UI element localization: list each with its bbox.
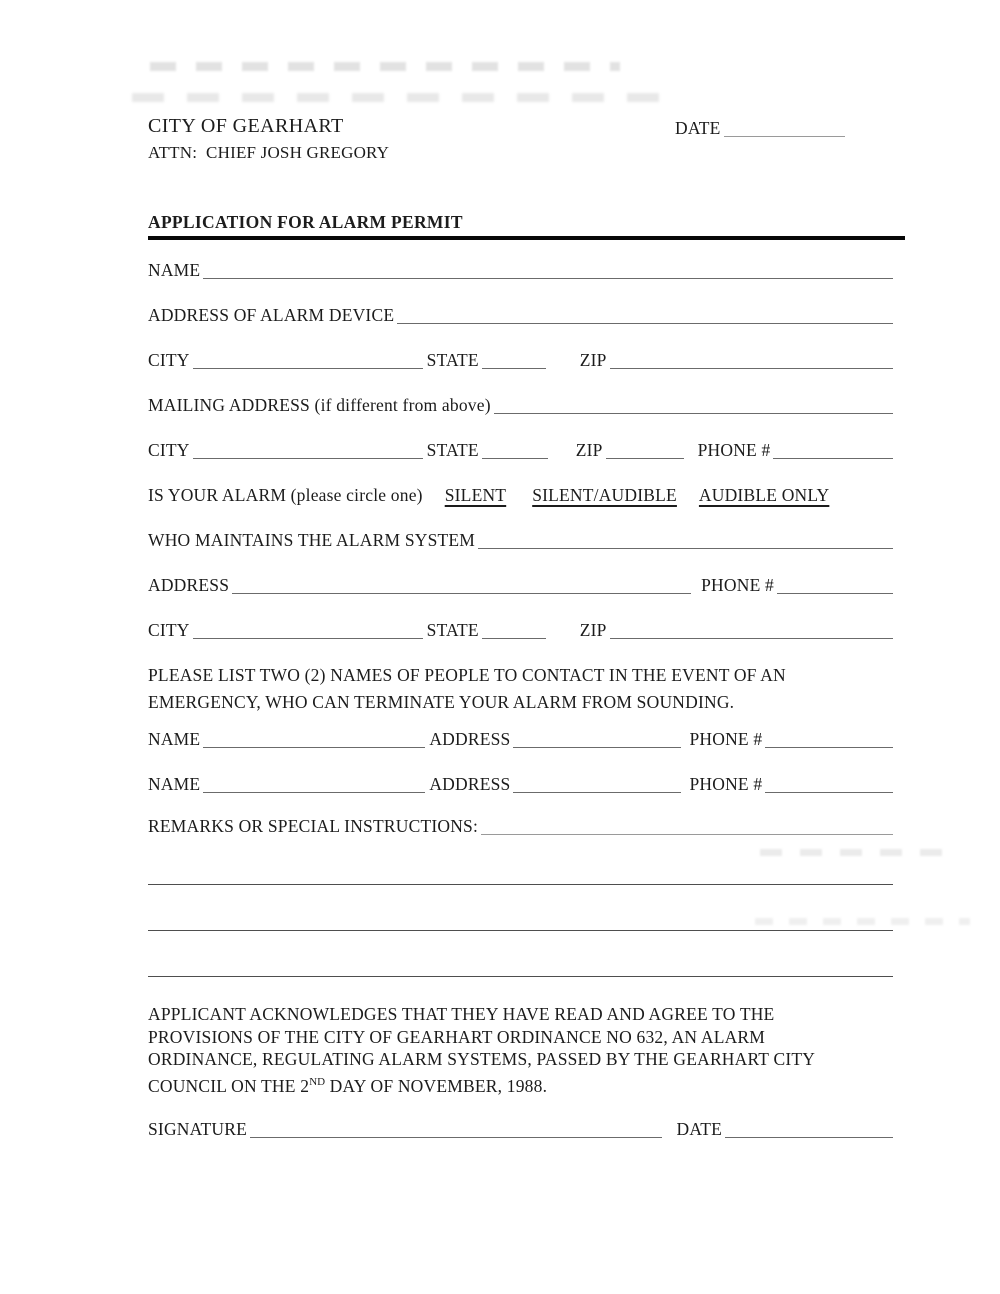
contact1-name-fill-line (203, 746, 425, 748)
contact1-address-fill-line (513, 746, 681, 748)
remarks-blank-line-3 (148, 976, 893, 977)
form-title-rule (148, 211, 905, 240)
remarks-row (148, 816, 893, 837)
zip-label: ZIP (579, 620, 607, 640)
signature-fill-line (250, 1136, 662, 1138)
form-title: APPLICATION FOR ALARM PERMIT (148, 212, 463, 232)
contact2-name-fill-line (203, 791, 425, 793)
acknowledgment-line-1: APPLICANT ACKNOWLEDGES THAT THEY HAVE READ AND AGREE TO THE (148, 1004, 775, 1024)
zip-fill-line (610, 367, 893, 369)
name-row (148, 260, 893, 281)
emergency-contact-2-row (148, 774, 893, 795)
alarm-type-row (148, 485, 893, 506)
state-label: STATE (426, 620, 479, 640)
acknowledgment-line-4 (148, 1071, 893, 1097)
header-date-field (675, 117, 845, 139)
contact2-address-fill-line (513, 791, 681, 793)
name-label: NAME (148, 774, 201, 794)
address-label: ADDRESS (429, 729, 511, 749)
scan-artifact (150, 62, 620, 71)
acknowledgment-line-3: ORDINANCE, REGULATING ALARM SYSTEMS, PASSED BY THE GEARHART CITY (148, 1049, 816, 1069)
zip-fill-line (606, 457, 684, 459)
organization-name: CITY OF GEARHART (148, 115, 344, 137)
alarm-maintainer-fill-line (478, 547, 893, 549)
maintainer-city-state-zip-row (148, 620, 893, 641)
date-fill-line (724, 135, 845, 137)
mailing-address-label: MAILING ADDRESS (if different from above) (148, 395, 491, 415)
scan-artifact (760, 849, 960, 856)
phone-label: PHONE # (689, 774, 763, 794)
city-fill-line (193, 637, 423, 639)
state-fill-line (482, 367, 546, 369)
phone-label: PHONE # (701, 575, 774, 595)
form-header (148, 114, 845, 139)
state-fill-line (482, 637, 546, 639)
contact1-phone-fill-line (765, 746, 893, 748)
option-audible-only: AUDIBLE ONLY (698, 485, 830, 505)
mailing-address-row (148, 395, 893, 416)
mailing-address-fill-line (494, 412, 893, 414)
zip-fill-line (610, 637, 893, 639)
contact2-phone-fill-line (765, 791, 893, 793)
mailing-city-state-zip-phone-row (148, 440, 893, 461)
attention-line: ATTN: CHIEF JOSH GREGORY (148, 143, 390, 162)
emergency-contact-instructions (148, 662, 893, 716)
signature-date-fill-line (725, 1136, 893, 1138)
alarm-device-address-label: ADDRESS OF ALARM DEVICE (148, 305, 395, 325)
maintainer-phone-fill-line (777, 592, 893, 594)
acknowledgment-line-4-text: DAY OF NOVEMBER, 1988. (325, 1075, 548, 1096)
signature-row (148, 1119, 893, 1140)
city-label: CITY (148, 440, 190, 460)
date-label: DATE (676, 1118, 722, 1139)
zip-label: ZIP (575, 440, 603, 460)
scan-artifact (132, 93, 672, 102)
city-fill-line (193, 457, 423, 459)
alarm-device-address-fill-line (397, 322, 893, 324)
city-label: CITY (148, 350, 190, 370)
scan-artifact (755, 918, 970, 925)
alarm-device-address-row (148, 305, 893, 326)
state-label: STATE (426, 350, 479, 370)
alarm-maintainer-row (148, 530, 893, 551)
remarks-blank-line-2 (148, 930, 893, 931)
acknowledgment-line-4-text: COUNCIL ON THE 2 (148, 1075, 310, 1096)
acknowledgment-paragraph (148, 1003, 893, 1097)
name-label: NAME (148, 260, 201, 280)
instructions-line-2: EMERGENCY, WHO CAN TERMINATE YOUR ALARM FROM SOUNDING. (148, 692, 735, 712)
maintainer-address-fill-line (232, 592, 691, 594)
alarm-maintainer-label: WHO MAINTAINS THE ALARM SYSTEM (148, 530, 476, 550)
maintainer-address-phone-row (148, 575, 893, 596)
name-fill-line (203, 277, 893, 279)
state-label: STATE (426, 440, 479, 460)
remarks-blank-line-1 (148, 884, 893, 885)
phone-label: PHONE # (697, 440, 771, 460)
instructions-line-1: PLEASE LIST TWO (2) NAMES OF PEOPLE TO CONTACT IN THE EVENT OF AN (148, 665, 786, 685)
emergency-contact-1-row (148, 729, 893, 750)
alarm-type-question-label: IS YOUR ALARM (please circle one) (148, 485, 423, 505)
phone-label: PHONE # (689, 729, 763, 749)
remarks-label: REMARKS OR SPECIAL INSTRUCTIONS: (148, 816, 479, 836)
ordinal-superscript: ND (309, 1075, 326, 1088)
date-label: DATE (675, 118, 721, 138)
device-city-state-zip-row (148, 350, 893, 371)
city-label: CITY (148, 620, 190, 640)
option-silent: SILENT (444, 485, 507, 505)
state-fill-line (482, 457, 548, 459)
signature-label: SIGNATURE (148, 1118, 248, 1139)
name-label: NAME (148, 729, 201, 749)
city-fill-line (193, 367, 423, 369)
remarks-fill-line (481, 833, 893, 835)
address-label: ADDRESS (429, 774, 511, 794)
option-silent-audible: SILENT/AUDIBLE (532, 485, 677, 505)
address-label: ADDRESS (148, 575, 230, 595)
zip-label: ZIP (579, 350, 607, 370)
acknowledgment-line-2: PROVISIONS OF THE CITY OF GEARHART ORDINANCE NO 632, AN ALARM (148, 1026, 766, 1047)
phone-fill-line (773, 457, 893, 459)
